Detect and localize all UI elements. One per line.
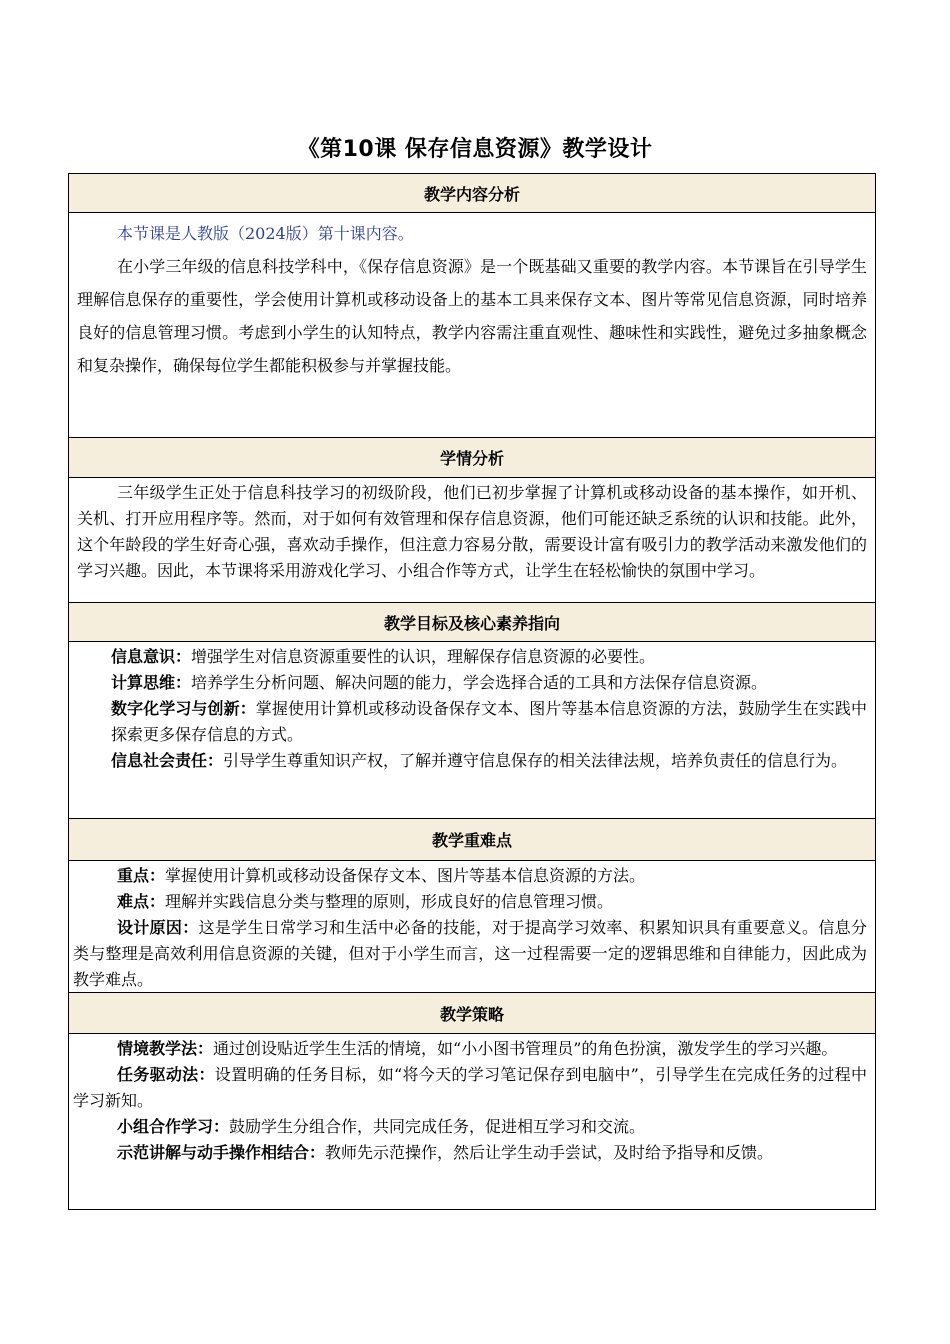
item-text: 这是学生日常学习和生活中必备的技能，对于提高学习效率、积累知识具有重要意义。信息分类与整理是高效利用信息资源的关键，但对于小学生而言，这一过程需要一定的逻辑思维和自律能力，因此成为教学难点。 (73, 918, 867, 989)
lead-sentence: 本节课是人教版（2024版）第十课内容。 (117, 224, 414, 243)
item-text: 通过创设贴近学生生活的情境，如“小小图书管理员”的角色扮演，激发学生的学习兴趣。 (213, 1039, 838, 1058)
list-item (73, 1036, 867, 1062)
item-label: 信息意识： (111, 647, 192, 666)
item-label: 任务驱动法： (117, 1065, 215, 1084)
list-item (73, 1114, 867, 1140)
item-text: 掌握使用计算机或移动设备保存文本、图片等基本信息资源的方法。 (165, 866, 646, 885)
item-label: 信息社会责任： (111, 751, 224, 770)
section-body-content-analysis (69, 213, 876, 438)
paragraph: 在小学三年级的信息科技学科中，《保存信息资源》是一个既基础又重要的教学内容。本节课旨在引导学生理解信息保存的重要性，学会使用计算机或移动设备上的基本工具来保存文本、图片等常见信息资源，同时培养良好的信息管理习惯。考虑到小学生的认知特点，教学内容需注重直观性、趣味性和实践性，避免过多抽象概念和复杂操作，确保每位学生都能积极参与并掌握技能。 (77, 257, 867, 375)
list-item (73, 1140, 867, 1166)
item-label: 难点： (117, 892, 166, 911)
section-body-student-analysis (69, 478, 876, 603)
item-label: 重点： (117, 866, 166, 885)
item-label: 计算思维： (111, 673, 192, 692)
section-body-key-points (69, 861, 876, 993)
item-text: 培养学生分析问题、解决问题的能力，学会选择合适的工具和方法保存信息资源。 (191, 673, 768, 692)
list-item (73, 863, 867, 889)
item-text: 理解并实践信息分类与整理的原则，形成良好的信息管理习惯。 (165, 892, 614, 911)
list-item (111, 644, 867, 670)
section-heading-student-analysis: 学情分析 (69, 438, 876, 478)
list-item (73, 1062, 867, 1114)
section-body-strategies (69, 1034, 876, 1210)
item-text: 引导学生尊重知识产权，了解并遵守信息保存的相关法律法规，培养负责任的信息行为。 (223, 751, 848, 770)
section-heading-objectives: 教学目标及核心素养指向 (69, 603, 876, 642)
list-item (111, 696, 867, 748)
section-heading-key-points: 教学重难点 (69, 819, 876, 861)
list-item (73, 915, 867, 992)
list-item (111, 670, 867, 696)
paragraph: 三年级学生正处于信息科技学习的初级阶段，他们已初步掌握了计算机或移动设备的基本操作，如开机、关机、打开应用程序等。然而，对于如何有效管理和保存信息资源，他们可能还缺乏系统的认识和技能。此外，这个年龄段的学生好奇心强，喜欢动手操作，但注意力容易分散，需要设计富有吸引力的教学活动来激发他们的学习兴趣。因此，本节课将采用游戏化学习、小组合作等方式，让学生在轻松愉快的氛围中学习。 (77, 483, 867, 580)
lesson-plan-table (68, 173, 876, 1210)
item-label: 设计原因： (117, 918, 199, 937)
item-text: 鼓励学生分组合作，共同完成任务，促进相互学习和交流。 (229, 1117, 646, 1136)
section-heading-content-analysis: 教学内容分析 (69, 174, 876, 213)
section-body-objectives (69, 642, 876, 819)
item-label: 小组合作学习： (117, 1117, 230, 1136)
item-label: 示范讲解与动手操作相结合： (117, 1143, 326, 1162)
item-label: 数字化学习与创新： (111, 699, 256, 718)
item-text: 教师先示范操作，然后让学生动手尝试，及时给予指导和反馈。 (325, 1143, 774, 1162)
section-heading-strategies: 教学策略 (69, 993, 876, 1034)
item-text: 设置明确的任务目标，如“将今天的学习笔记保存到电脑中”，引导学生在完成任务的过程中学习新知。 (73, 1065, 867, 1110)
item-label: 情境教学法： (117, 1039, 214, 1058)
list-item (111, 748, 867, 774)
document-title: 《第10课 保存信息资源》教学设计 (297, 137, 653, 162)
item-text: 掌握使用计算机或移动设备保存文本、图片等基本信息资源的方法，鼓励学生在实践中探索更多保存信息的方式。 (111, 699, 867, 744)
list-item (73, 889, 867, 915)
item-text: 增强学生对信息资源重要性的认识，理解保存信息资源的必要性。 (191, 647, 656, 666)
